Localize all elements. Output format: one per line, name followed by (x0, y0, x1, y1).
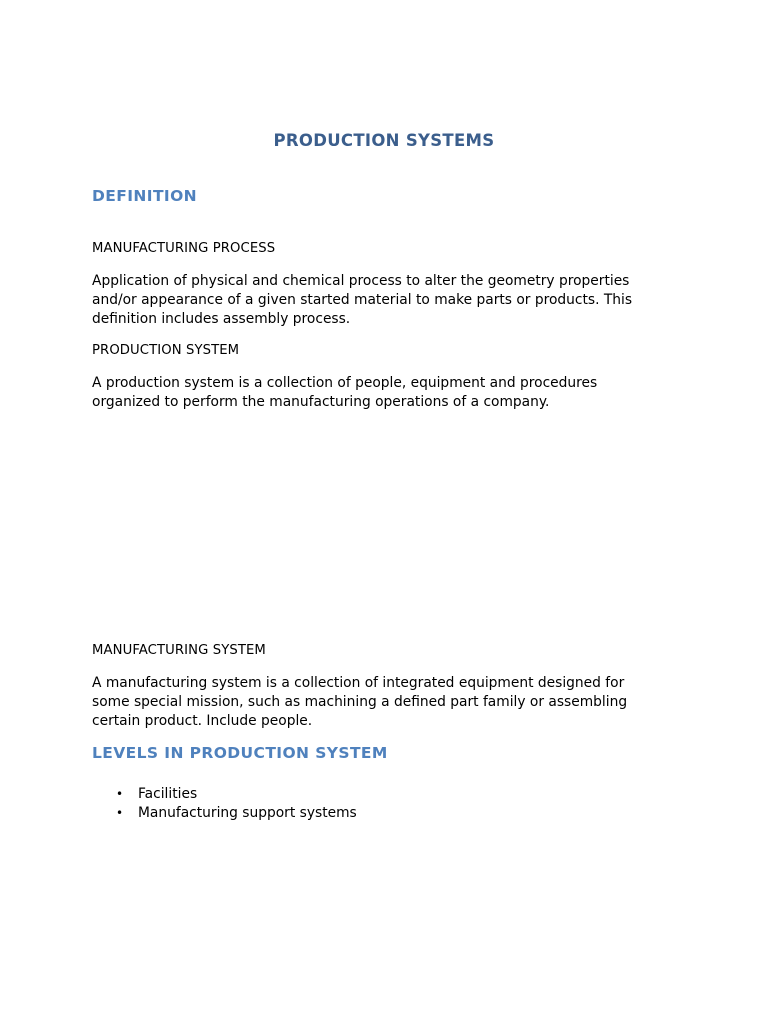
production-system-heading: PRODUCTION SYSTEM (92, 343, 240, 358)
paragraph-line: organized to perform the manufacturing operations of a company. (92, 394, 550, 410)
paragraph-line: Application of physical and chemical process to alter the geometry properties (92, 273, 630, 289)
bullet-icon: • (116, 806, 124, 820)
manufacturing-process-paragraph (92, 272, 662, 329)
list-item (92, 804, 357, 823)
paragraph-line: some special mission, such as machining a defined part family or assembling (92, 694, 628, 710)
levels-list (92, 785, 357, 823)
paragraph-line: definition includes assembly process. (92, 311, 351, 327)
manufacturing-system-paragraph (92, 674, 662, 731)
list-item (92, 785, 357, 804)
paragraph-line: A manufacturing system is a collection of integrated equipment designed for (92, 675, 625, 691)
definition-heading: DEFINITION (92, 187, 198, 205)
production-system-paragraph (92, 374, 662, 412)
manufacturing-system-heading: MANUFACTURING SYSTEM (92, 643, 266, 658)
manufacturing-process-heading: MANUFACTURING PROCESS (92, 241, 276, 256)
list-item-label: Facilities (138, 786, 198, 802)
paragraph-line: and/or appearance of a given started material to make parts or products. This (92, 292, 633, 308)
bullet-icon: • (116, 787, 124, 801)
paragraph-line: A production system is a collection of people, equipment and procedures (92, 375, 598, 391)
document-title: PRODUCTION SYSTEMS (273, 131, 495, 150)
levels-heading: LEVELS IN PRODUCTION SYSTEM (92, 744, 388, 762)
paragraph-line: certain product. Include people. (92, 713, 313, 729)
list-item-label: Manufacturing support systems (138, 805, 357, 821)
